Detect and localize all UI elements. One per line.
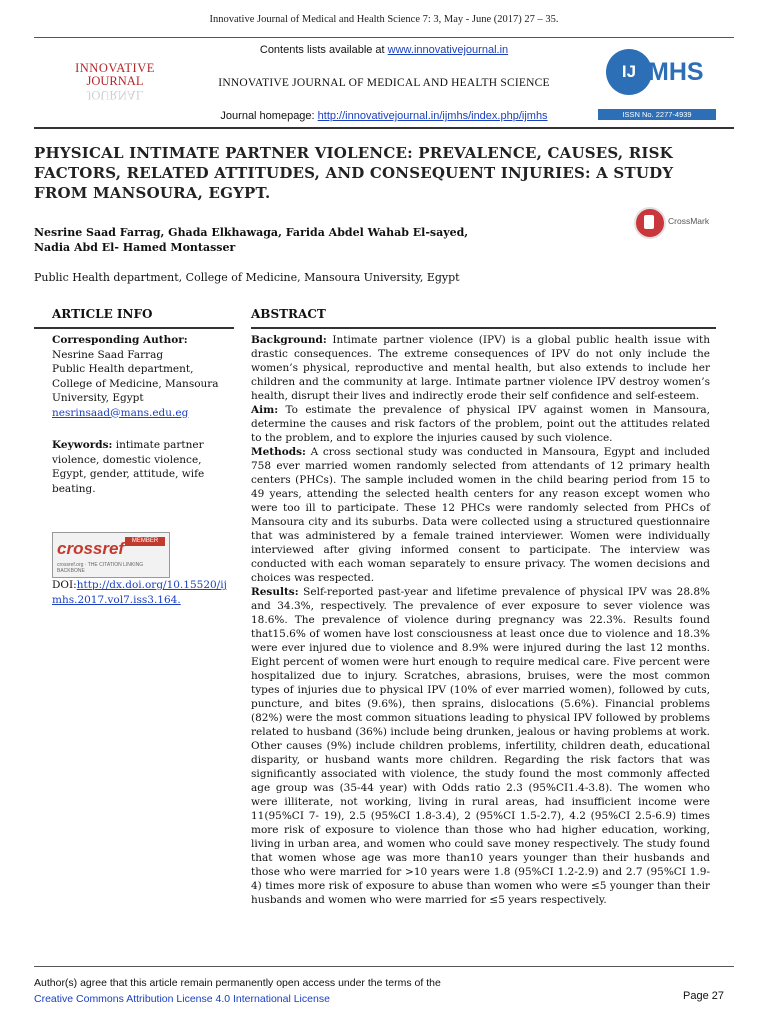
crossmark-label: CrossMark xyxy=(668,216,710,226)
header-rule-bottom xyxy=(34,127,734,129)
keywords xyxy=(52,438,232,496)
corresponding-label: Corresponding Author: xyxy=(52,334,188,346)
author-list xyxy=(34,225,554,255)
aim-text: To estimate the prevalence of physical IPV against women in Mansoura, determine the causes and risk factors of the problem, point out the attitudes related to the problem, and to explore the injuries caused by such violence. xyxy=(251,404,710,444)
ijmhs-logo-mhs: MHS xyxy=(648,58,704,86)
authors-line: Nadia Abd El- Hamed Montasser xyxy=(34,241,236,254)
abstract-methods xyxy=(251,445,710,585)
logo-reflection: JOURNAL xyxy=(86,88,144,102)
homepage-prefix: Journal homepage: xyxy=(220,110,318,122)
corresponding-line: Nesrine Saad Farrag xyxy=(52,348,164,361)
header-rule-top xyxy=(34,37,734,38)
contents-prefix: Contents lists available at xyxy=(259,44,388,56)
affiliation: Public Health department, College of Medicine, Mansoura University, Egypt xyxy=(34,271,460,284)
logo-line1: INNOVATIVE xyxy=(75,61,155,75)
crossref-subtitle: crossref.org · THE CITATION LINKING BACKBONE xyxy=(57,562,144,574)
running-head: Innovative Journal of Medical and Health Science 7: 3, May - June (2017) 27 – 35. xyxy=(209,14,559,25)
doi-link[interactable]: http://dx.doi.org/10.15520/ijmhs.2017.vol7.iss3.164. xyxy=(52,579,227,606)
methods-label: Methods: xyxy=(251,446,306,458)
doi xyxy=(52,578,232,607)
journal-site-link[interactable]: www.innovativejournal.in xyxy=(387,44,509,56)
crossref-member-tag: MEMBER xyxy=(125,537,165,546)
abstract-aim xyxy=(251,403,710,445)
background-label: Background: xyxy=(251,334,327,346)
license-line: Author(s) agree that this article remain permanently open access under the terms of the xyxy=(34,977,441,989)
journal-homepage-line xyxy=(0,110,768,122)
footer-rule xyxy=(34,966,734,967)
background-text: Intimate partner violence (IPV) is a global public health issue with drastic consequences. The extreme consequences of IPV do not only include the women’s physical, reproductive and mental health, but also extends to include her children and the community at large. Intimate partner violence IPV destroy women’s health, disrupt their lives and indirectly erode their self confidence and self-esteem. xyxy=(251,334,710,402)
abstract-body xyxy=(251,333,710,954)
article-info-heading: ARTICLE INFO xyxy=(52,307,153,321)
methods-text: A cross sectional study was conducted in Mansoura, Egypt and included 758 ever married women randomly selected from attendants of 12 primary health centers (PHCs). The sample included women in the child bearing period from 15 to 49 years, attending the selected health centers for any reason except women who were too ill to participate. These 12 PHCs were randomly selected from PHCs of Mansoura city and its suburbs. Data were collected using a structured questionnaire that was administered by a female trained interviewer. Women were individually interviewed after giving informed consent to participate. The interview was conducted with each woman separately to ensure privacy. The women decisions and choices was respected. xyxy=(251,446,710,584)
license-footer xyxy=(34,975,441,1007)
article-info-rule xyxy=(34,327,234,329)
corresponding-line: Public Health department, xyxy=(52,363,194,375)
crossref-member-badge[interactable] xyxy=(52,532,170,578)
keywords-text: intimate partner violence, domestic violence, Egypt, gender, attitude, wife beating. xyxy=(52,439,205,495)
aim-label: Aim: xyxy=(251,404,279,416)
journal-homepage-link[interactable]: http://innovativejournal.in/ijmhs/index.php/ijmhs xyxy=(317,110,548,122)
journal-name: INNOVATIVE JOURNAL OF MEDICAL AND HEALTH SCIENCE xyxy=(218,77,550,89)
doi-label: DOI: xyxy=(52,579,77,591)
abstract-heading: ABSTRACT xyxy=(251,307,326,321)
abstract-rule xyxy=(251,327,716,329)
abstract-results xyxy=(251,585,710,907)
keywords-label: Keywords: xyxy=(52,439,113,451)
article-info xyxy=(52,333,232,496)
license-link[interactable]: Creative Commons Attribution License 4.0 International License xyxy=(34,993,330,1005)
page-number: Page 27 xyxy=(683,990,724,1002)
issn-badge: ISSN No. 2277-4939 xyxy=(598,109,716,120)
results-text: Self-reported past-year and lifetime prevalence of physical IPV was 28.8% and 34.3%, respectively. The prevalence of ever exposure to sever violence was 18.6%. The prevalence of violence during pregnancy was 22.3%. Results found that15.6% of women have lost consciousness at least once due to violence and 18.3% were ever injured due to violence and 8.9% were injured during the last 12 months. Eight percent of women were hurt enough to require medical care. Five percent were hospitalized due to injury. Scratches, abrasions, bruises, were the most common types of injuries due to physical IPV (10% of ever married women), followed by cuts, puncture, and bites (9.6%), then sprains, dislocations (5.6%). Financial problems (82%) were the most common situations leading to physical IPV followed by problems related to husband (36%) include being drunken, jealous or having problems at work. Other causes (9%) include children problems, infertility, children death, educational disparity, or husband wants more children. Regarding the risk factors that was significantly associated with violence, the study found the most commonly affected age group was (35-44 year) with Odds ratio 2.3 (95%CI1.4-3.8). The women who were illiterate, not working, living in rural areas, had insufficient income were 11(95%CI 7- 19), 2.5 (95%CI 1.8-3.4), 2 (95%CI 1.5-2.7), 4.2 (95%CI 2.5-6.9) times more risk of exposure to violence than those who had higher education, working, living in urban area, and women who could save money respectively. The study found that women whose age was more than10 years younger than their husbands and those who were married for >10 years were 1.8 (95%CI 1.2-2.9) and 2.7 (95%CI 1.9-4) times more risk of exposure to abuse than women who were ≤5 younger than their husbands and women who were married for ≤5 years respectively. xyxy=(251,586,710,906)
article-title: PHYSICAL INTIMATE PARTNER VIOLENCE: PREVALENCE, CAUSES, RISK FACTORS, RELATED ATTITUDES, AND CONSEQUENT INJURIES: A STUDY FROM MANSOURA, EGYPT. xyxy=(34,144,674,202)
corresponding-line: University, Egypt xyxy=(52,392,144,404)
crossref-logo-text: crossref xyxy=(57,539,125,558)
abstract-background xyxy=(251,333,710,403)
crossmark-badge[interactable] xyxy=(634,207,724,237)
authors-line: Nesrine Saad Farrag, Ghada Elkhawaga, Farida Abdel Wahab El-sayed, xyxy=(34,226,469,239)
corresponding-line: College of Medicine, Mansoura xyxy=(52,377,219,390)
crossmark-icon xyxy=(634,207,666,239)
logo-line2: JOURNAL xyxy=(86,74,144,88)
email-link[interactable]: nesrinsaad@mans.edu.eg xyxy=(52,406,189,419)
results-label: Results: xyxy=(251,586,299,598)
ijmhs-logo-ij: IJ xyxy=(606,49,652,95)
